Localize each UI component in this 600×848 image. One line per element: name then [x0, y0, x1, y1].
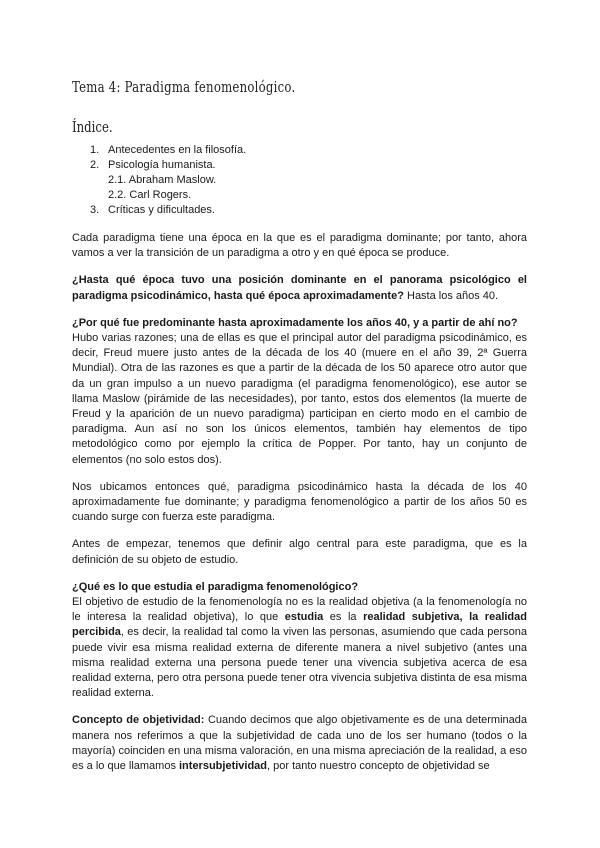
paragraph-summary: Nos ubicamos entonces qué, paradigma psicodinámico hasta la década de los 40 aproximadamente fue dominante; y paradigma fenomenológico a partir de los años 50 es cuando surge con fuerza este paradigma.: [72, 480, 527, 524]
toc-subitem: 2.2. Carl Rogers.: [108, 189, 192, 201]
answer: Hasta los años 40.: [403, 289, 499, 302]
table-of-contents: [90, 143, 246, 218]
question-answer-1: [72, 273, 527, 303]
question: ¿Por qué fue predominante hasta aproximadamente los años 40, y a partir de ahí no?: [72, 316, 518, 329]
toc-item: 3. Críticas y dificultades.: [90, 204, 215, 216]
answer: Hubo varias razones; una de ellas es que el principal autor del paradigma psicodinámico, es decir, Freud muere justo antes de la década de los 40 (muere en el año 39, 2ª Guerra Mundial). Otra de las razones es que a partir de la década de los 50 aparece otro autor que da un gran impulso a un nuevo paradigma (el paradigma fenomenológico), ese autor se llama Maslow (pirámide de las necesidades), por tanto, estos dos elementos (la muerte de Freud y la aparición de un nuevo paradigma) participan en cierto modo en el cambio de paradigma. Aun así no son los únicos elementos, también hay elementos de tipo metodológico como por ejemplo la crítica de Popper. Por tanto, hay un conjunto de elementos (no solo estos dos).: [72, 332, 527, 466]
toc-subitem: 2.1. Abraham Maslow.: [108, 174, 217, 186]
toc-item: 1. Antecedentes en la filosofía.: [90, 144, 247, 156]
index-heading: Índice.: [72, 118, 113, 136]
paragraph-object-of-study: Antes de empezar, tenemos que definir algo central para este paradigma, que es la definición de su objeto de estudio.: [72, 538, 527, 566]
paragraph-objectivity: Concepto de objetividad: Cuando decimos que algo objetivamente es de una determinada manera nos referimos a que la subjetividad de cada uno de los ser humano (todos o la mayoría) coinciden en una misma valoración, en una misma apreciación de la realidad, a eso es a lo que llamamos intersubjetividad, por tanto nuestro concepto de objetividad se: [72, 714, 527, 773]
question: ¿Qué es lo que estudia el paradigma fenomenológico?: [72, 580, 359, 593]
question: ¿Hasta qué época tuvo una posición dominante en el panorama psicológico el paradigma psicodinámico, hasta qué época aproximadamente?: [72, 274, 527, 302]
paragraph-intro: Cada paradigma tiene una época en la que es el paradigma dominante; por tanto, ahora vamos a ver la transición de un paradigma a otro y en qué época se produce.: [72, 232, 527, 260]
question-answer-3: ¿Qué es lo que estudia el paradigma fenomenológico? El objetivo de estudio de la fenomenología no es la realidad objetiva (a la fenomenología no le interesa la realidad objetiva), lo que estudia es la realidad subjetiva, la realidad percibida, es decir, la realidad tal como la viven las personas, asumiendo que cada persona puede vivir esa misma realidad externa de diferente manera a nivel subjetivo (antes una misma realidad externa una persona puede tener una vivencia subjetiva acerca de esa realidad externa, pero otra persona puede tener otra vivencia subjetiva distinta de esa misma realidad externa.: [72, 580, 527, 700]
toc-item: 2. Psicología humanista.: [90, 159, 216, 171]
document-body: [72, 231, 527, 786]
question-answer-2: [72, 316, 527, 468]
page-title: Tema 4: Paradigma fenomenológico.: [72, 78, 296, 96]
